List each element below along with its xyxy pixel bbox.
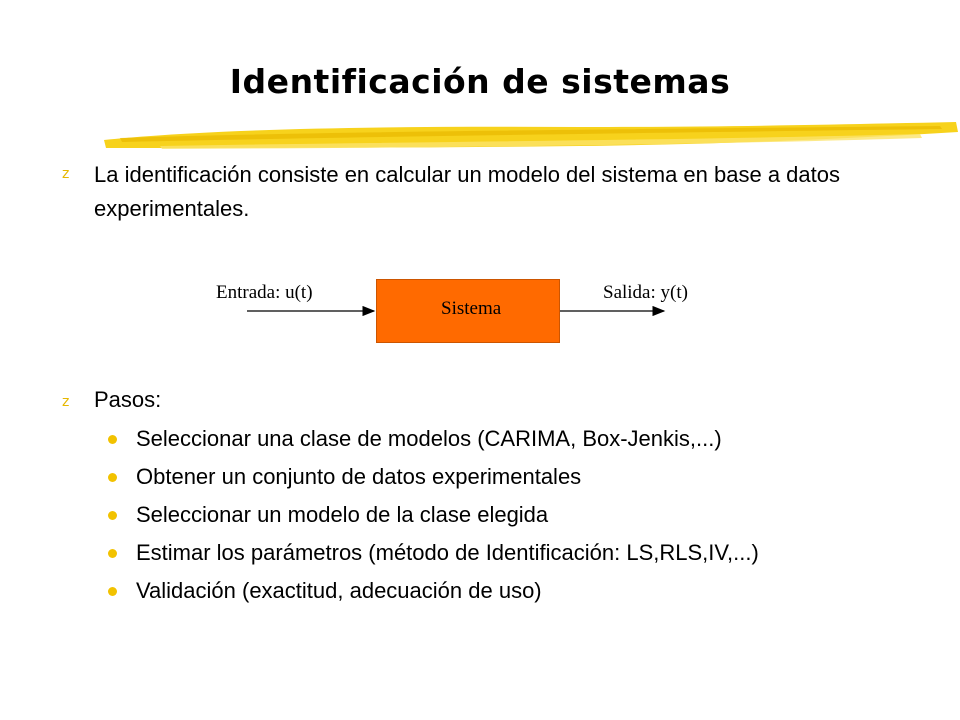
bullet-dot-icon: [108, 435, 117, 444]
list-item: [108, 496, 759, 534]
step-text: Validación (exactitud, adecuación de uso): [136, 578, 542, 603]
bullet-dot-icon: [108, 511, 117, 520]
step-text: Obtener un conjunto de datos experimentales: [136, 464, 582, 489]
list-item: [108, 534, 759, 572]
input-label: Entrada: u(t): [216, 282, 313, 303]
system-label: Sistema: [441, 298, 502, 319]
steps-list: [108, 420, 759, 610]
slide-title: Identificación de sistemas: [229, 62, 731, 101]
step-text: Seleccionar una clase de modelos (CARIMA, Box-Jenkis,...): [136, 426, 722, 451]
list-item: [108, 420, 759, 458]
intro-text: La identificación consiste en calcular un modelo del sistema en base a datos experimentales.: [94, 162, 841, 221]
bullet-icon: z: [62, 394, 70, 410]
bullet-icon: z: [62, 166, 70, 182]
bullet-dot-icon: [108, 549, 117, 558]
output-label: Salida: y(t): [603, 282, 688, 303]
list-item: [108, 572, 759, 610]
steps-heading: Pasos:: [94, 387, 162, 412]
list-item: [108, 458, 759, 496]
bullet-dot-icon: [108, 473, 117, 482]
step-text: Estimar los parámetros (método de Identificación: LS,RLS,IV,...): [136, 540, 759, 565]
bullet-dot-icon: [108, 587, 117, 596]
step-text: Seleccionar un modelo de la clase elegida: [136, 502, 549, 527]
